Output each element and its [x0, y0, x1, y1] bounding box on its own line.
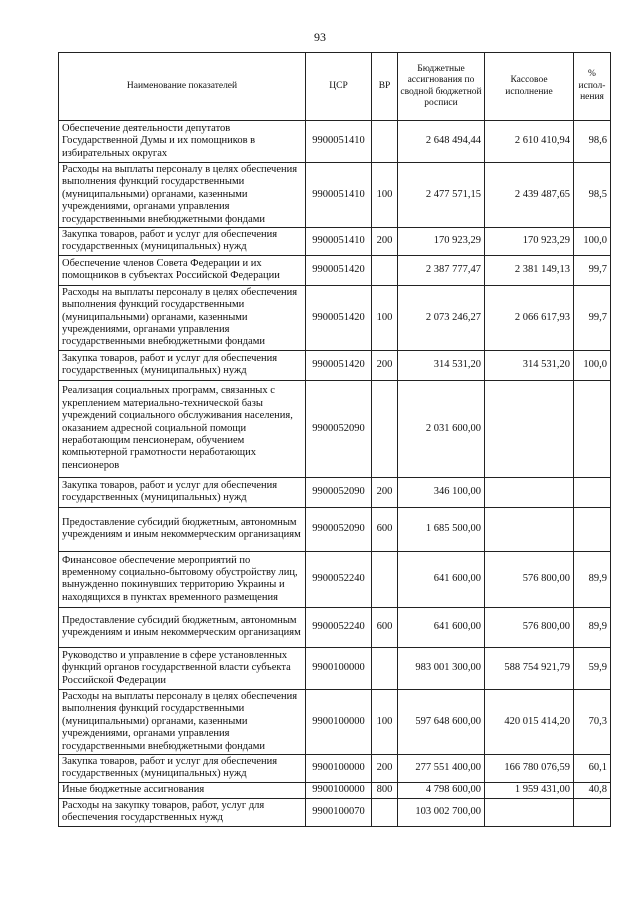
row-name: Закупка товаров, работ и услуг для обеспечения государственных (муниципальных) нужд — [59, 754, 306, 782]
row-cash: 2 066 617,93 — [485, 285, 574, 350]
row-pct: 99,7 — [574, 285, 611, 350]
row-pct — [574, 798, 611, 826]
row-vr — [372, 798, 398, 826]
row-cash — [485, 798, 574, 826]
row-csr: 9900100000 — [306, 754, 372, 782]
row-csr: 9900051420 — [306, 255, 372, 285]
row-cash: 576 800,00 — [485, 551, 574, 607]
row-pct: 89,9 — [574, 551, 611, 607]
row-budget: 4 798 600,00 — [398, 782, 485, 798]
row-name: Закупка товаров, работ и услуг для обеспечения государственных (муниципальных) нужд — [59, 477, 306, 507]
row-pct: 99,7 — [574, 255, 611, 285]
row-csr: 9900100070 — [306, 798, 372, 826]
row-csr: 9900051410 — [306, 121, 372, 163]
row-vr — [372, 647, 398, 689]
row-vr: 100 — [372, 285, 398, 350]
row-name: Предоставление субсидий бюджетным, автономным учреждениям и иным некоммерческим организациям — [59, 607, 306, 647]
header-cash: Кассовое исполнение — [485, 53, 574, 121]
table-row — [59, 228, 611, 256]
table-row — [59, 551, 611, 607]
row-budget: 2 031 600,00 — [398, 380, 485, 477]
row-cash: 420 015 414,20 — [485, 689, 574, 754]
row-csr: 9900052240 — [306, 607, 372, 647]
row-vr — [372, 255, 398, 285]
row-csr: 9900100000 — [306, 647, 372, 689]
row-cash: 576 800,00 — [485, 607, 574, 647]
row-cash: 2 439 487,65 — [485, 163, 574, 228]
row-vr — [372, 121, 398, 163]
table-row — [59, 477, 611, 507]
row-budget: 170 923,29 — [398, 228, 485, 256]
row-name: Закупка товаров, работ и услуг для обеспечения государственных (муниципальных) нужд — [59, 350, 306, 380]
row-csr: 9900051420 — [306, 285, 372, 350]
row-cash: 2 381 149,13 — [485, 255, 574, 285]
row-cash: 314 531,20 — [485, 350, 574, 380]
table-row — [59, 380, 611, 477]
row-vr — [372, 380, 398, 477]
table-row — [59, 647, 611, 689]
row-budget: 2 477 571,15 — [398, 163, 485, 228]
row-csr: 9900051410 — [306, 163, 372, 228]
row-vr: 100 — [372, 689, 398, 754]
table-header-row — [59, 53, 611, 121]
row-budget: 103 002 700,00 — [398, 798, 485, 826]
row-cash: 166 780 076,59 — [485, 754, 574, 782]
header-csr: ЦСР — [306, 53, 372, 121]
row-name: Расходы на выплаты персоналу в целях обеспечения выполнения функций государственными (муниципальными) органами, казенными учреждениями, органами управления государственными внебюджетными фондами — [59, 689, 306, 754]
table-row — [59, 607, 611, 647]
row-cash — [485, 477, 574, 507]
table-row — [59, 689, 611, 754]
row-csr: 9900052090 — [306, 507, 372, 551]
row-budget: 597 648 600,00 — [398, 689, 485, 754]
row-cash — [485, 507, 574, 551]
row-name: Расходы на закупку товаров, работ, услуг для обеспечения государственных нужд — [59, 798, 306, 826]
row-cash: 170 923,29 — [485, 228, 574, 256]
row-csr: 9900052090 — [306, 380, 372, 477]
row-pct: 98,5 — [574, 163, 611, 228]
row-vr: 200 — [372, 754, 398, 782]
row-csr: 9900052240 — [306, 551, 372, 607]
table-row — [59, 163, 611, 228]
row-cash — [485, 380, 574, 477]
header-name: Наименование показателей — [59, 53, 306, 121]
row-name: Расходы на выплаты персоналу в целях обеспечения выполнения функций государственными (муниципальными) органами, казенными учреждениями, органами управления государственными внебюджетными фондами — [59, 163, 306, 228]
header-vr: ВР — [372, 53, 398, 121]
table-row — [59, 350, 611, 380]
row-budget: 277 551 400,00 — [398, 754, 485, 782]
row-csr: 9900051410 — [306, 228, 372, 256]
row-csr: 9900100000 — [306, 689, 372, 754]
table-row — [59, 255, 611, 285]
row-pct — [574, 380, 611, 477]
row-name: Расходы на выплаты персоналу в целях обеспечения выполнения функций государственными (муниципальными) органами, казенными учреждениями, органами управления государственными внебюджетными фондами — [59, 285, 306, 350]
row-budget: 2 387 777,47 — [398, 255, 485, 285]
row-csr: 9900052090 — [306, 477, 372, 507]
row-vr: 600 — [372, 607, 398, 647]
row-name: Реализация социальных программ, связанных с укреплением материально-технической базы учреждений социального обслуживания населения, оказанием адресной социальной помощи неработающим пенсионерам, обучением компьютерной грамотности неработающих пенсионеров — [59, 380, 306, 477]
row-budget: 641 600,00 — [398, 607, 485, 647]
row-vr: 200 — [372, 350, 398, 380]
row-budget: 983 001 300,00 — [398, 647, 485, 689]
row-vr: 100 — [372, 163, 398, 228]
table-row — [59, 285, 611, 350]
row-pct: 98,6 — [574, 121, 611, 163]
row-budget: 1 685 500,00 — [398, 507, 485, 551]
row-budget: 314 531,20 — [398, 350, 485, 380]
row-cash: 2 610 410,94 — [485, 121, 574, 163]
row-csr: 9900051420 — [306, 350, 372, 380]
row-name: Закупка товаров, работ и услуг для обеспечения государственных (муниципальных) нужд — [59, 228, 306, 256]
header-pct: % испол-нения — [574, 53, 611, 121]
table-row — [59, 121, 611, 163]
row-budget: 2 648 494,44 — [398, 121, 485, 163]
row-pct: 100,0 — [574, 228, 611, 256]
row-name: Предоставление субсидий бюджетным, автономным учреждениям и иным некоммерческим организациям — [59, 507, 306, 551]
page-number: 93 — [314, 30, 326, 44]
budget-table — [58, 52, 611, 827]
table-row — [59, 754, 611, 782]
row-cash: 588 754 921,79 — [485, 647, 574, 689]
row-pct: 89,9 — [574, 607, 611, 647]
row-budget: 346 100,00 — [398, 477, 485, 507]
row-name: Руководство и управление в сфере установленных функций органов государственной власти субъекта Российской Федерации — [59, 647, 306, 689]
table-row — [59, 798, 611, 826]
row-cash: 1 959 431,00 — [485, 782, 574, 798]
row-name: Иные бюджетные ассигнования — [59, 782, 306, 798]
row-pct — [574, 477, 611, 507]
row-name: Финансовое обеспечение мероприятий по временному социально-бытовому обустройству лиц, вынужденно покинувших территорию Украины и находящихся в пунктах временного размещения — [59, 551, 306, 607]
row-pct: 59,9 — [574, 647, 611, 689]
row-name: Обеспечение деятельности депутатов Государственной Думы и их помощников в избирательных округах — [59, 121, 306, 163]
row-pct: 100,0 — [574, 350, 611, 380]
row-pct: 40,8 — [574, 782, 611, 798]
row-pct: 70,3 — [574, 689, 611, 754]
row-pct — [574, 507, 611, 551]
row-vr — [372, 551, 398, 607]
row-vr: 200 — [372, 477, 398, 507]
row-vr: 600 — [372, 507, 398, 551]
row-budget: 2 073 246,27 — [398, 285, 485, 350]
row-vr: 200 — [372, 228, 398, 256]
row-name: Обеспечение членов Совета Федерации и их помощников в субъектах Российской Федерации — [59, 255, 306, 285]
table-row — [59, 782, 611, 798]
row-csr: 9900100000 — [306, 782, 372, 798]
table-row — [59, 507, 611, 551]
row-budget: 641 600,00 — [398, 551, 485, 607]
row-pct: 60,1 — [574, 754, 611, 782]
header-budget: Бюджетные ассигнования по сводной бюджетной росписи — [398, 53, 485, 121]
row-vr: 800 — [372, 782, 398, 798]
